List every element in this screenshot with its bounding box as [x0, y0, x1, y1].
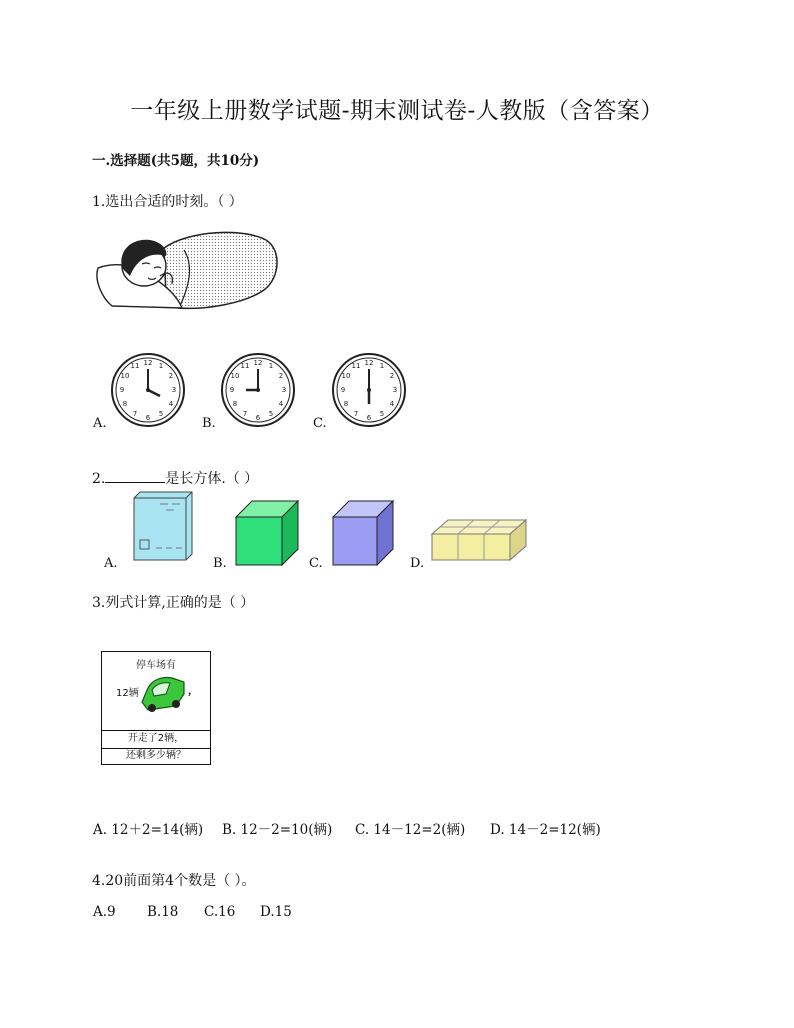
- q3-option-d[interactable]: D. 14－2=12(辆): [490, 822, 601, 838]
- svg-text:10: 10: [120, 372, 130, 380]
- svg-text:3: 3: [392, 386, 398, 394]
- parking-line-1: 停车场有: [136, 660, 176, 671]
- svg-text:11: 11: [240, 362, 250, 370]
- clock-b-icon: [220, 352, 296, 428]
- svg-text:1: 1: [268, 362, 274, 370]
- green-cube-icon: [234, 499, 300, 567]
- svg-text:4: 4: [389, 400, 395, 408]
- purple-cube-icon: [331, 499, 395, 567]
- svg-text:5: 5: [379, 410, 385, 418]
- question-2-text: [92, 468, 258, 488]
- q2-option-b-label[interactable]: B.: [213, 556, 227, 571]
- svg-text:11: 11: [351, 362, 361, 370]
- svg-text:7: 7: [132, 410, 138, 418]
- svg-text:9: 9: [340, 386, 346, 394]
- q2-option-d-label[interactable]: D.: [410, 556, 425, 571]
- svg-text:8: 8: [343, 400, 349, 408]
- q2-prefix: 2.: [92, 471, 106, 487]
- green-car-icon: [138, 672, 188, 714]
- svg-text:12: 12: [143, 359, 153, 367]
- svg-text:6: 6: [366, 414, 372, 422]
- q3-option-b[interactable]: B. 12－2=10(辆): [222, 822, 333, 838]
- svg-text:5: 5: [158, 410, 164, 418]
- svg-text:9: 9: [229, 386, 235, 394]
- svg-text:10: 10: [230, 372, 240, 380]
- svg-text:12: 12: [253, 359, 263, 367]
- clock-c-icon: [331, 352, 407, 428]
- yellow-block-icon: [430, 518, 528, 562]
- svg-text:6: 6: [145, 414, 151, 422]
- svg-text:10: 10: [341, 372, 351, 380]
- svg-text:7: 7: [353, 410, 359, 418]
- q4-option-a[interactable]: A.9: [93, 904, 116, 920]
- q4-options: [93, 904, 292, 920]
- svg-text:3: 3: [281, 386, 287, 394]
- svg-text:2: 2: [278, 372, 284, 380]
- q1-option-c-label[interactable]: C.: [313, 416, 327, 431]
- parking-card-top: [102, 652, 210, 731]
- svg-text:1: 1: [379, 362, 385, 370]
- q2-option-a-label[interactable]: A.: [104, 556, 118, 571]
- svg-text:3: 3: [171, 386, 177, 394]
- car-comma: ，: [188, 686, 198, 697]
- svg-text:1: 1: [158, 362, 164, 370]
- question-1-text: 1.选出合适的时刻。（ ）: [92, 194, 243, 210]
- parking-line-2: 开走了2辆，: [102, 730, 210, 749]
- parking-lot-card: [101, 651, 211, 765]
- svg-text:7: 7: [242, 410, 248, 418]
- svg-text:12: 12: [364, 359, 374, 367]
- svg-text:11: 11: [130, 362, 140, 370]
- parking-line-3: 还剩多少辆？: [126, 750, 186, 761]
- svg-text:8: 8: [232, 400, 238, 408]
- car-count-label: 12辆: [116, 688, 139, 699]
- q3-option-c[interactable]: C. 14－12=2(辆): [355, 822, 466, 838]
- q2-option-c-label[interactable]: C.: [309, 556, 323, 571]
- q1-option-b-label[interactable]: B.: [202, 416, 216, 431]
- svg-text:2: 2: [389, 372, 395, 380]
- q2-suffix: 是长方体.（ ）: [165, 471, 259, 487]
- question-4-text: 4.20前面第4个数是（ ）。: [92, 873, 256, 889]
- svg-text:8: 8: [122, 400, 128, 408]
- svg-text:4: 4: [168, 400, 174, 408]
- q4-option-d[interactable]: D.15: [260, 904, 292, 920]
- svg-text:9: 9: [119, 386, 125, 394]
- q3-options: [93, 818, 601, 838]
- answer-blank[interactable]: [105, 468, 165, 483]
- svg-text:4: 4: [278, 400, 284, 408]
- svg-text:5: 5: [268, 410, 274, 418]
- page-title: 一年级上册数学试题-期末测试卷-人教版（含答案）: [130, 98, 664, 124]
- clock-a-icon: [110, 352, 186, 428]
- section-heading: 一.选择题(共5题，共10分): [92, 153, 260, 169]
- q3-option-a[interactable]: A. 12＋2=14(辆): [93, 822, 204, 838]
- svg-text:6: 6: [255, 414, 261, 422]
- q1-option-a-label[interactable]: A.: [93, 416, 107, 431]
- svg-text:2: 2: [168, 372, 174, 380]
- book-shape-icon: [126, 490, 196, 562]
- q4-option-b[interactable]: B.18: [147, 904, 179, 920]
- sleeping-boy-illustration: [94, 226, 284, 316]
- question-3-text: 3.列式计算,正确的是（ ）: [92, 595, 255, 611]
- q4-option-c[interactable]: C.16: [204, 904, 236, 920]
